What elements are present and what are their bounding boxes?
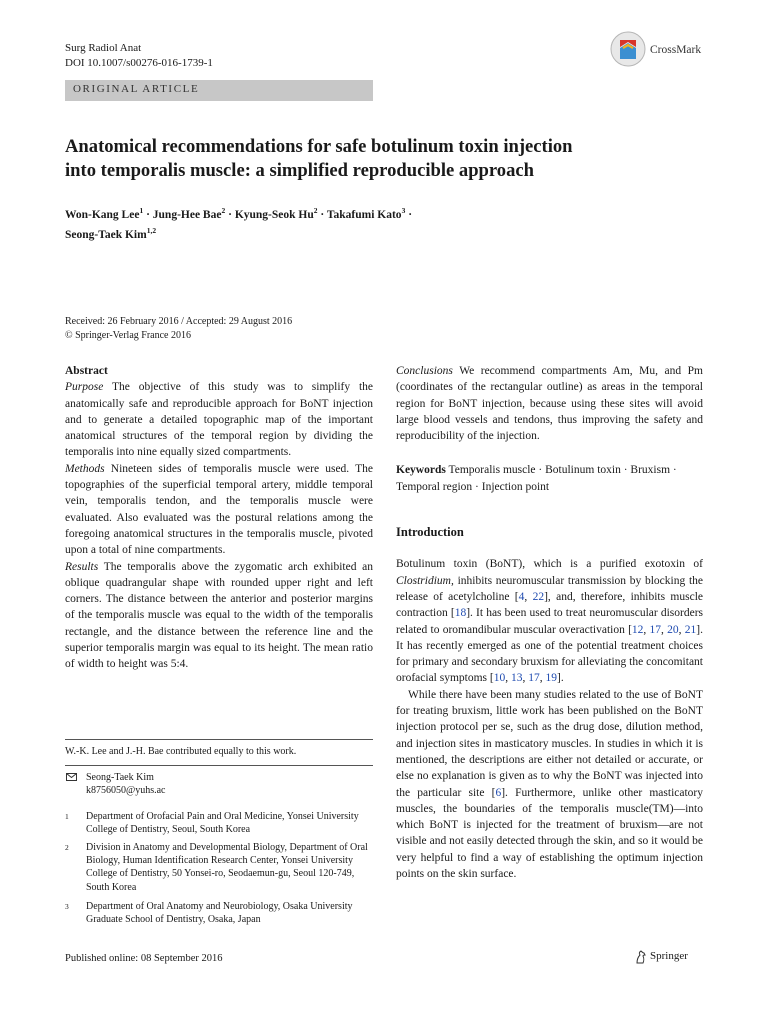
- purpose-text: The objective of this study was to simplify the anatomically safe and reproducible approach for BoNT injection and to generate a detailed topographic map of the important anatomical structures of the temporal region by dividing the temporalis into nine equally sized compartments.: [65, 381, 374, 459]
- citation-link[interactable]: 13: [510, 672, 523, 685]
- intro-text: Botulinum toxin (BoNT), which is a purified exotoxin of: [396, 558, 703, 571]
- citation-link[interactable]: 20: [667, 623, 679, 636]
- article-dates: [65, 315, 292, 343]
- citation-link[interactable]: 4: [518, 590, 525, 603]
- corresponding-email[interactable]: k8756050@yuhs.ac: [86, 785, 166, 796]
- received-accepted: Received: 26 February 2016 / Accepted: 29 August 2016: [65, 316, 293, 327]
- crossmark-icon: [610, 31, 646, 67]
- equal-contribution-note: W.-K. Lee and J.-H. Bae contributed equally to this work.: [65, 746, 297, 757]
- citation-link[interactable]: 12: [631, 623, 644, 636]
- footnote-divider: [65, 739, 373, 740]
- corresponding-name: Seong-Taek Kim: [86, 772, 154, 783]
- introduction-paragraph-2: [396, 687, 703, 883]
- abstract-conclusions: [396, 363, 703, 444]
- intro-text: While there have been many studies related to the use of BoNT for treating bruxism, little work has been published on the BoNT injection protocol per se, such as the drug dose, dilution method, and injection sites in masticatory muscles. In studies in which it is mentioned, the descriptions are either not detailed or accurate, or else no explanation is given as to why the BoNT was injected into the particular site [: [396, 688, 703, 799]
- citation-link[interactable]: 17: [649, 623, 662, 636]
- corresponding-author: [65, 771, 373, 799]
- results-text: The temporalis above the zygomatic arch exhibited an oblique quadrangular shape with rounded upper right and left corners. The distance between the anterior and posterior margins of the temporalis muscle was equal to the width of the temporalis rectangle, and the distance between the reference line and the superior temporalis margin was equal to its height. The mean ratio of width to height was 5:4.: [65, 560, 374, 671]
- author-affiliation: 1,2: [146, 225, 157, 235]
- intro-text: inhibits neuromuscular transmission by blocking the release of acetylcholine [: [396, 574, 703, 603]
- author-affiliation: 2: [313, 206, 318, 215]
- abstract-methods: [65, 461, 373, 559]
- conclusions-label: Conclusions: [396, 365, 453, 377]
- publisher-logo: [650, 950, 688, 962]
- article-type-banner: [65, 80, 373, 101]
- purpose-label: Purpose: [65, 381, 104, 394]
- author-affiliation: 1: [139, 206, 144, 215]
- keywords-label: Keywords: [396, 464, 446, 477]
- springer-horse-icon: [635, 950, 647, 964]
- intro-text: ], and, therefore, inhibits muscle contraction [: [396, 590, 703, 620]
- abstract-results: [65, 559, 373, 673]
- intro-text: ]. It has been used to treat neuromuscular disorders related to oromandibular muscular overactivation [: [396, 607, 704, 636]
- citation-link[interactable]: 22: [532, 590, 545, 603]
- publisher-name: Springer: [650, 950, 688, 962]
- citation-link[interactable]: 6: [495, 786, 502, 799]
- keywords-text: Temporalis muscle · Botulinum toxin · Bruxism · Temporal region · Injection point: [396, 464, 677, 493]
- citation-link[interactable]: 21: [684, 623, 697, 636]
- intro-italic: Clostridium,: [396, 574, 454, 587]
- conclusions-text: We recommend compartments Am, Mu, and Pm (coordinates of the rectangular outline) as areas in the temporal region for BoNT injection, because using these sites will avoid large blood vessels and tendons, thus improving the safety and reproducibility of the injection.: [396, 365, 703, 443]
- introduction-heading: Introduction: [396, 525, 464, 540]
- affiliation-text: Department of Oral Anatomy and Neurobiology, Osaka University Graduate School of Dentistry, Osaka, Japan: [86, 901, 353, 926]
- intro-text: ]. It has recently emerged as one of the potential treatment choices for primary and secondary bruxism for alleviating the concomitant orofacial symptoms [: [396, 623, 704, 685]
- title-line-1: Anatomical recommendations for safe botulinum toxin injection: [65, 136, 573, 157]
- affiliation-number: 3: [65, 902, 69, 911]
- article-type: ORIGINAL ARTICLE: [73, 83, 200, 95]
- author-affiliation: 3: [401, 206, 406, 215]
- affiliation-text: Division in Anatomy and Developmental Biology, Department of Oral Biology, Human Identification Research Center, Yonsei University College of Dentistry, 50 Yonsei-ro, Seodaemun-gu, Seoul 120-749, South Korea: [86, 842, 368, 893]
- methods-text: Nineteen sides of temporalis muscle were used. The topographies of the superficial temporal artery, middle temporal vein, temporalis tendon, and the temporalis muscle were evaluated. Also evaluated was the postural relations among the foregoing anatomical structures in the temporalis muscle, pivoted upon a total of nine compartments.: [65, 462, 373, 557]
- intro-text: ].: [556, 672, 564, 685]
- methods-label: Methods: [65, 462, 105, 475]
- author-name[interactable]: Jung-Hee Bae: [152, 208, 222, 221]
- author-name[interactable]: Takafumi Kato: [326, 208, 402, 221]
- affiliation-1: [65, 810, 373, 838]
- published-online: Published online: 08 September 2016: [65, 953, 223, 964]
- footnote-divider: [65, 765, 373, 766]
- introduction-paragraph-1: Botulinum toxin (BoNT), which is a purified exotoxin of Clostridium, inhibits neuromuscular transmission by blocking the release of acetylcholine [4, 22], and, therefore, inhibits muscle contraction [18]. It has been used to treat neuromuscular disorders related to oromandibular muscular overactivation [12, 17, 20, 21]. It has recently emerged as one of the potential treatment choices for primary and secondary bruxism for alleviating the concomitant orofacial symptoms [10, 13, 17, 19].: [396, 558, 704, 685]
- keywords: [396, 462, 703, 495]
- abstract-heading: Abstract: [65, 365, 108, 377]
- abstract: [65, 363, 373, 673]
- results-label: Results: [65, 560, 99, 573]
- affiliation-text: Department of Orofacial Pain and Oral Medicine, Yonsei University College of Dentistry, Seoul, South Korea: [86, 811, 359, 836]
- citation-link[interactable]: 17: [528, 672, 540, 685]
- citation-link[interactable]: 18: [454, 607, 467, 620]
- article-title: [65, 135, 715, 183]
- crossmark-label: CrossMark: [650, 44, 702, 56]
- crossmark-badge[interactable]: [608, 31, 708, 71]
- journal-name: Surg Radiol Anat: [65, 42, 142, 54]
- envelope-icon: [66, 773, 77, 781]
- affiliation-number: 1: [65, 812, 69, 821]
- citation-link[interactable]: 19: [545, 672, 557, 685]
- author-name[interactable]: Kyung-Seok Hu: [234, 208, 314, 221]
- affiliation-number: 2: [65, 843, 69, 852]
- author-name[interactable]: Seong-Taek Kim: [65, 228, 147, 241]
- affiliation-2: [65, 841, 373, 895]
- author-affiliation: 2: [221, 206, 226, 215]
- abstract-purpose: [65, 379, 373, 460]
- intro-text: ]. Furthermore, unlike other masticatory muscles, the boundaries of the temporalis muscle(TM)—into which BoNT is injected for the treatment of bruxism—are not visible and not easily detected through the skin, and so it would be very helpful to find a way of establishing the optimum injection points on the skin surface.: [396, 786, 704, 881]
- citation-link[interactable]: 10: [493, 672, 506, 685]
- author-name[interactable]: Won-Kang Lee: [65, 208, 140, 221]
- copyright: © Springer-Verlag France 2016: [65, 330, 191, 341]
- doi[interactable]: DOI 10.1007/s00276-016-1739-1: [65, 57, 213, 69]
- journal-header: [65, 41, 213, 71]
- right-column: [396, 363, 703, 882]
- affiliation-3: [65, 900, 373, 928]
- title-line-2: into temporalis muscle: a simplified reproducible approach: [65, 160, 534, 181]
- author-list: Won-Kang Lee$^1$ · Jung-Hee Bae$^2$ · Kyung-Seok $Hu^2$ · Takafumi Kato$^3$ · Seong-Taek Kim$^{1,2}$: [65, 206, 413, 241]
